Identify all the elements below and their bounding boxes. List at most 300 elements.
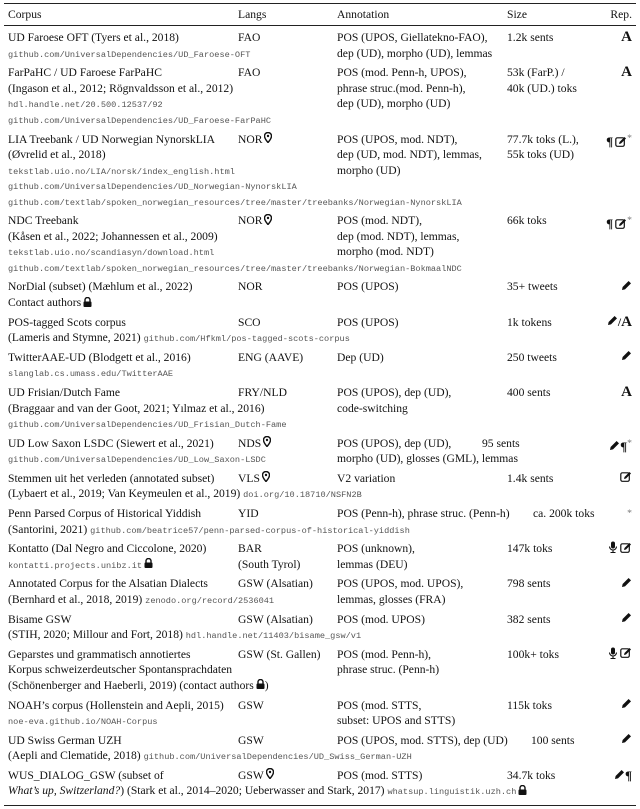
rep-cell	[618, 471, 632, 487]
corpus-text: ) (Stark et al., 2014–2020; Ueberwasser and Stark, 2017)	[120, 784, 388, 798]
corpus-line	[8, 522, 410, 538]
corpus-line	[8, 96, 163, 112]
size-cell	[507, 612, 550, 628]
langs-text: NOR	[238, 214, 263, 228]
corpus-text: UD Faroese OFT (Tyers et al., 2018)	[8, 31, 179, 45]
corpus-link[interactable]: whatsup.linguistik.uzh.ch	[387, 787, 517, 798]
corpus-link[interactable]: tekstlab.uio.no/LIA/norsk/index_english.html	[8, 166, 235, 177]
langs-line	[238, 30, 260, 46]
rep-line	[606, 132, 632, 148]
size-line: 400 sents	[507, 386, 551, 399]
corpus-text: TwitterAAE-UD (Blodgett et al., 2016)	[8, 350, 191, 364]
langs-cell	[238, 541, 300, 572]
size-line: 95 sents	[482, 436, 520, 450]
corpus-line	[8, 627, 361, 643]
annotation-line: POS (mod. Penn-h, UPOS),	[337, 66, 467, 80]
corpus-line	[8, 541, 206, 557]
pencil-icon	[621, 280, 632, 296]
edit-icon	[620, 647, 632, 663]
corpus-link[interactable]: github.com/textlab/spoken_norwegian_resources/tree/master/treebanks/Norwegian-BokmaalNDC	[8, 263, 462, 274]
corpus-link[interactable]: slanglab.cs.umass.edu/TwitterAAE	[8, 369, 174, 380]
langs-text: GSW (St. Gallen)	[238, 647, 321, 661]
size-cell	[507, 768, 555, 784]
corpus-cell	[8, 647, 269, 694]
rep-line	[627, 506, 632, 522]
annotation-line: POS (unknown),	[337, 542, 415, 556]
annotation-line: dep (UD, mod. NDT), lemmas,	[337, 148, 482, 162]
top-rule	[4, 3, 636, 4]
langs-cell	[238, 733, 264, 749]
corpus-line	[8, 713, 158, 729]
pencil-icon	[607, 315, 618, 331]
langs-line	[238, 698, 264, 714]
table-row	[0, 315, 640, 346]
corpus-cell	[8, 471, 362, 502]
langs-line	[238, 436, 271, 452]
corpus-line	[8, 365, 173, 381]
corpus-line	[8, 132, 215, 148]
corpus-text: What’s up, Switzerland?	[8, 784, 121, 798]
corpus-link[interactable]: github.com/UniversalDependencies/UD_Swiss_German-UZH	[143, 752, 412, 763]
rep-letter-a-icon: A	[621, 64, 632, 81]
annotation-line: phrase struc. (Penn-h)	[337, 663, 440, 677]
size-line: ca. 200k toks	[533, 507, 595, 521]
annotation-cell	[337, 768, 422, 784]
langs-cell	[238, 698, 264, 714]
rep-cell	[619, 698, 632, 714]
corpus-cell	[8, 65, 271, 127]
map-marker-icon	[264, 214, 272, 230]
edit-icon	[615, 218, 627, 234]
annotation-cell	[337, 612, 425, 628]
mic-icon	[608, 647, 618, 664]
corpus-line	[8, 147, 106, 163]
size-line: 147k toks	[507, 542, 553, 556]
annotation-line: POS (UPOS)	[337, 280, 399, 294]
corpus-text: Kontatto (Dal Negro and Ciccolone, 2020)	[8, 542, 207, 556]
corpus-line	[8, 768, 164, 784]
langs-line	[238, 471, 270, 487]
corpus-text: NorDial (subset) (Mæhlum et al., 2022)	[8, 280, 193, 294]
pencil-icon	[609, 440, 620, 456]
corpus-line	[8, 229, 218, 245]
edit-icon	[620, 542, 632, 558]
lock-icon	[256, 678, 265, 694]
annotation-cell	[337, 213, 459, 260]
annotation-line: subset: UPOS and STTS)	[337, 714, 456, 727]
size-cell	[482, 436, 520, 452]
asterisk-icon: *	[627, 133, 632, 145]
annotation-line: code-switching	[337, 401, 408, 415]
langs-line	[238, 132, 272, 148]
annotation-line: phrase struc.(mod. Penn-h),	[337, 81, 466, 95]
corpus-text: Bisame GSW	[8, 612, 72, 626]
corpus-text: UD Low Saxon LSDC (Siewert et al., 2021)	[8, 436, 214, 450]
lock-icon	[144, 557, 153, 573]
size-cell	[533, 506, 595, 522]
table-row	[0, 733, 640, 764]
pencil-icon	[621, 612, 632, 628]
corpus-text: POS-tagged Scots corpus	[8, 315, 126, 329]
size-cell	[507, 576, 550, 592]
corpus-line	[8, 612, 71, 628]
table-row	[0, 698, 640, 729]
corpus-line	[8, 385, 120, 401]
corpus-cell	[8, 541, 206, 572]
corpus-link[interactable]: github.com/UniversalDependencies/UD_Faroese-OFT	[8, 49, 251, 60]
langs-text: NOR	[238, 132, 263, 146]
langs-text: YID	[238, 507, 259, 521]
langs-text: NOR	[238, 280, 263, 294]
corpus-link[interactable]: github.com/Hfkml/pos-tagged-scots-corpus	[143, 334, 350, 345]
langs-line	[238, 506, 259, 522]
annotation-line: POS (UPOS, mod. STTS), dep (UD)	[337, 733, 508, 747]
annotation-line: POS (mod. UPOS)	[337, 612, 425, 626]
corpus-line	[8, 213, 79, 229]
corpus-line	[8, 65, 162, 81]
size-line: 66k toks	[507, 214, 547, 228]
asterisk-icon: *	[627, 437, 632, 449]
size-line: 40k (UD.) toks	[507, 81, 577, 95]
langs-cell	[238, 315, 261, 331]
annotation-line: POS (UPOS, Giellatekno-FAO),	[337, 31, 488, 45]
annotation-line: morpho (UD)	[337, 163, 401, 177]
langs-cell	[238, 65, 260, 81]
rep-cell	[621, 385, 632, 401]
corpus-link[interactable]: zenodo.org/record/2536041	[145, 595, 275, 606]
corpus-text: Korpus schweizerdeutscher Spontansprachdaten	[8, 663, 233, 677]
langs-text: GSW	[238, 698, 264, 712]
corpus-line	[8, 436, 214, 452]
size-cell	[507, 698, 552, 714]
corpus-text: (Kåsen et al., 2022; Johannessen et al., 2009)	[8, 229, 218, 243]
size-cell	[507, 279, 558, 295]
corpus-text: (Øvrelid et al., 2018)	[8, 148, 106, 162]
table-row	[0, 436, 640, 467]
rep-letter-a-icon: A	[621, 313, 632, 330]
langs-line	[238, 385, 287, 401]
corpus-text: (Schönenberger and Haeberli, 2019) (contact authors	[8, 678, 254, 692]
corpus-line	[8, 451, 266, 467]
corpus-text: (STIH, 2020; Millour and Fort, 2018)	[8, 628, 186, 642]
corpus-link[interactable]: github.com/UniversalDependencies/UD_Faroese-FarPaHC	[8, 115, 272, 126]
edit-icon	[615, 136, 627, 152]
langs-line	[238, 350, 303, 366]
corpus-link[interactable]: github.com/UniversalDependencies/UD_Low_Saxon-LSDC	[8, 455, 266, 466]
corpus-line	[8, 471, 214, 487]
corpus-text: UD Swiss German UZH	[8, 733, 122, 747]
langs-text: GSW (Alsatian)	[238, 577, 313, 591]
rep-line	[619, 576, 632, 592]
size-cell	[507, 132, 579, 163]
corpus-line	[8, 401, 264, 417]
corpus-link[interactable]: github.com/textlab/spoken_norwegian_resources/tree/master/treebanks/Norwegian-NynorskLIA	[8, 197, 462, 208]
corpus-text: Penn Parsed Corpus of Historical Yiddish	[8, 507, 202, 521]
map-marker-icon	[266, 768, 274, 784]
corpus-link[interactable]: noe-eva.github.io/NOAH-Corpus	[8, 717, 158, 727]
rep-line	[619, 733, 632, 749]
annotation-line: lemmas, glosses (FRA)	[337, 592, 446, 606]
corpus-text: Contact authors	[8, 295, 82, 309]
langs-line	[238, 65, 260, 81]
langs-cell	[238, 436, 271, 452]
corpus-text: (Braggaar and van der Goot, 2021; Yılmaz et al., 2016)	[8, 401, 265, 415]
size-cell	[507, 315, 552, 331]
rep-line	[621, 65, 632, 81]
header-langs: Langs	[238, 8, 267, 21]
langs-line	[238, 733, 264, 749]
annotation-cell	[337, 385, 451, 416]
corpus-line	[8, 733, 122, 749]
rep-cell	[621, 65, 632, 81]
corpus-text: (Bernhard et al., 2018, 2019)	[8, 592, 146, 606]
langs-text: FRY/NLD	[238, 386, 287, 399]
size-cell	[507, 350, 557, 366]
table-row	[0, 576, 640, 607]
langs-cell	[238, 506, 259, 522]
size-line: 382 sents	[507, 612, 551, 626]
corpus-line	[8, 163, 235, 179]
pilcrow-icon: ¶	[620, 438, 628, 454]
corpus-text: LIA Treebank / UD Norwegian NynorskLIA	[8, 132, 216, 146]
langs-cell	[238, 647, 321, 663]
langs-text: GSW	[238, 768, 264, 782]
langs-line	[238, 768, 274, 784]
rep-cell	[619, 612, 632, 628]
corpus-line	[8, 662, 232, 678]
rep-line	[619, 350, 632, 366]
langs-cell	[238, 385, 287, 401]
rep-cell	[612, 768, 632, 784]
corpus-line	[8, 557, 153, 573]
annotation-cell	[337, 279, 399, 295]
corpus-link[interactable]: github.com/beatrice57/penn-parsed-corpus-of-historical-yiddish	[90, 525, 410, 536]
corpus-link[interactable]: github.com/UniversalDependencies/UD_Frisian_Dutch-Fame	[8, 420, 287, 430]
size-line: 100 sents	[531, 733, 575, 747]
annotation-line: Dep (UD)	[337, 350, 384, 364]
corpus-line	[8, 194, 462, 210]
langs-line	[238, 647, 321, 663]
corpus-text: FarPaHC / UD Faroese FarPaHC	[8, 66, 162, 80]
annotation-cell	[337, 132, 482, 179]
rep-line	[618, 471, 632, 487]
rep-cell	[619, 279, 632, 295]
langs-cell	[238, 132, 272, 148]
langs-text: BAR	[238, 542, 262, 556]
mic-icon	[608, 541, 618, 558]
corpus-cell	[8, 315, 350, 346]
size-cell	[507, 385, 550, 401]
table-row	[0, 65, 640, 127]
table-row	[0, 213, 640, 275]
pencil-icon	[621, 350, 632, 366]
langs-cell	[238, 612, 313, 628]
map-marker-icon	[262, 471, 270, 487]
header-corpus: Corpus	[8, 8, 42, 21]
annotation-line: POS (UPOS)	[337, 315, 399, 329]
rep-letter-a-icon: A	[621, 29, 632, 46]
rep-cell	[619, 350, 632, 366]
size-line: 115k toks	[507, 698, 552, 712]
pilcrow-icon: ¶	[606, 134, 614, 150]
annotation-line: POS (UPOS), dep (UD),	[337, 436, 452, 450]
table-row	[0, 385, 640, 432]
corpus-line	[8, 647, 191, 663]
corpus-cell	[8, 279, 193, 310]
rep-line	[621, 385, 632, 401]
langs-text: VLS	[238, 471, 260, 485]
annotation-cell	[337, 647, 439, 678]
langs-text: ENG (AAVE)	[238, 350, 304, 364]
annotation-line: POS (Penn-h), phrase struc. (Penn-h)	[337, 507, 510, 521]
annotation-line: POS (mod. NDT),	[337, 214, 423, 228]
langs-cell	[238, 213, 272, 229]
corpus-text: (Lameris and Stymne, 2021)	[8, 331, 144, 345]
corpus-cell	[8, 576, 274, 607]
pencil-icon	[614, 769, 625, 785]
annotation-cell	[337, 698, 455, 729]
annotation-line: morpho (mod. NDT)	[337, 245, 434, 259]
corpus-cell	[8, 30, 250, 61]
header-size: Size	[507, 8, 527, 21]
corpus-line	[8, 295, 92, 311]
size-line: 1.2k sents	[507, 31, 554, 45]
langs-cell	[238, 768, 274, 784]
pencil-icon	[621, 698, 632, 714]
corpus-line	[8, 244, 214, 260]
rep-line	[619, 279, 632, 295]
edit-icon	[620, 471, 632, 487]
rep-cell	[621, 30, 632, 46]
size-line: 1.4k sents	[507, 471, 554, 485]
pilcrow-icon: ¶	[606, 216, 614, 232]
size-cell	[531, 733, 574, 749]
langs-cell	[238, 350, 303, 366]
size-line: 77.7k toks (L.),	[507, 132, 579, 146]
size-line: 798 sents	[507, 577, 551, 591]
annotation-line: POS (UPOS, mod. UPOS),	[337, 577, 464, 591]
corpus-line	[8, 506, 201, 522]
corpus-line	[8, 81, 233, 97]
corpus-text: Stemmen uit het verleden (annotated subset)	[8, 471, 215, 485]
lock-icon	[518, 784, 527, 800]
size-line: 250 tweets	[507, 350, 557, 364]
annotation-line: dep (UD), morpho (UD), lemmas	[337, 46, 493, 60]
langs-line	[238, 279, 262, 295]
bottom-rule	[4, 805, 636, 806]
annotation-line: POS (UPOS), dep (UD),	[337, 386, 452, 399]
table-row	[0, 350, 640, 381]
langs-text: SCO	[238, 315, 261, 329]
size-cell	[507, 471, 553, 487]
langs-line	[238, 315, 261, 331]
size-line: 100k+ toks	[507, 647, 559, 661]
corpus-link[interactable]: hdl.handle.net/11403/bisame_gsw/v1	[185, 631, 362, 642]
annotation-line: POS (mod. STTS)	[337, 768, 423, 782]
rep-cell	[627, 506, 632, 522]
corpus-line	[8, 678, 269, 694]
corpus-line	[8, 416, 286, 432]
header-annotation: Annotation	[337, 8, 390, 21]
rep-cell	[606, 541, 632, 557]
corpus-line	[8, 592, 274, 608]
annotation-line: dep (mod. NDT), lemmas,	[337, 229, 460, 243]
corpus-text: NOAH’s corpus (Hollenstein and Aepli, 2015)	[8, 698, 224, 712]
corpus-text: Annotated Corpus for the Alsatian Dialects	[8, 577, 208, 591]
rep-cell	[606, 213, 632, 232]
asterisk-icon: *	[627, 215, 632, 227]
annotation-line: lemmas (DEU)	[337, 557, 408, 571]
annotation-cell	[337, 315, 399, 331]
rep-line	[606, 213, 632, 232]
langs-text: (South Tyrol)	[238, 557, 301, 571]
langs-cell	[238, 576, 313, 592]
corpus-line	[8, 486, 362, 502]
annotation-line: V2 variation	[337, 471, 396, 485]
corpus-link[interactable]: github.com/UniversalDependencies/UD_Norwegian-NynorskLIA	[8, 182, 297, 193]
size-line: 34.7k toks	[507, 768, 556, 782]
lock-icon	[83, 296, 92, 312]
size-cell	[507, 541, 552, 557]
corpus-line	[8, 46, 250, 62]
rep-line	[619, 612, 632, 628]
annotation-cell	[337, 471, 395, 487]
rep-cell	[606, 647, 632, 663]
langs-line	[238, 557, 300, 573]
langs-line	[238, 612, 313, 628]
corpus-link[interactable]: tekstlab.uio.no/scandiasyn/download.html	[8, 248, 215, 259]
annotation-line: morpho (UD), glosses (GML), lemmas	[337, 452, 518, 466]
rep-cell	[619, 733, 632, 749]
corpus-cell	[8, 350, 191, 381]
table-row	[0, 30, 640, 61]
langs-line	[238, 213, 272, 229]
rep-line	[607, 436, 632, 452]
corpus-line	[8, 748, 412, 764]
table-row	[0, 279, 640, 310]
annotation-cell	[337, 733, 508, 749]
annotation-line: POS (UPOS, mod. NDT),	[337, 132, 458, 146]
asterisk-icon: *	[627, 508, 632, 520]
table-row	[0, 541, 640, 572]
corpus-text: )	[264, 678, 269, 692]
size-cell	[507, 65, 577, 96]
corpus-line	[8, 783, 527, 799]
corpus-text: UD Frisian/Dutch Fame	[8, 386, 121, 399]
corpus-line	[8, 350, 191, 366]
corpus-cell	[8, 698, 224, 729]
corpus-link[interactable]: hdl.handle.net/20.500.12537/92	[8, 100, 163, 111]
annotation-cell	[337, 350, 384, 366]
pencil-icon	[621, 733, 632, 749]
corpus-text: NDC Treebank	[8, 214, 79, 228]
annotation-line: dep (UD), morpho (UD)	[337, 97, 451, 111]
rep-cell	[605, 315, 632, 331]
corpus-line	[8, 279, 193, 295]
size-line: 1k tokens	[507, 315, 552, 329]
annotation-cell	[337, 576, 463, 607]
rep-line	[619, 698, 632, 714]
table-row	[0, 647, 640, 694]
langs-line	[238, 576, 313, 592]
corpus-link[interactable]: doi.org/10.18710/NSFN2B	[243, 490, 362, 501]
size-line: 55k toks (UD)	[507, 148, 574, 162]
annotation-cell	[337, 541, 415, 572]
corpus-link[interactable]: kontatti.projects.unibz.it	[8, 560, 143, 571]
header-rep: Rep.	[610, 8, 632, 21]
langs-text: NDS	[238, 436, 262, 450]
rep-line	[612, 768, 632, 784]
